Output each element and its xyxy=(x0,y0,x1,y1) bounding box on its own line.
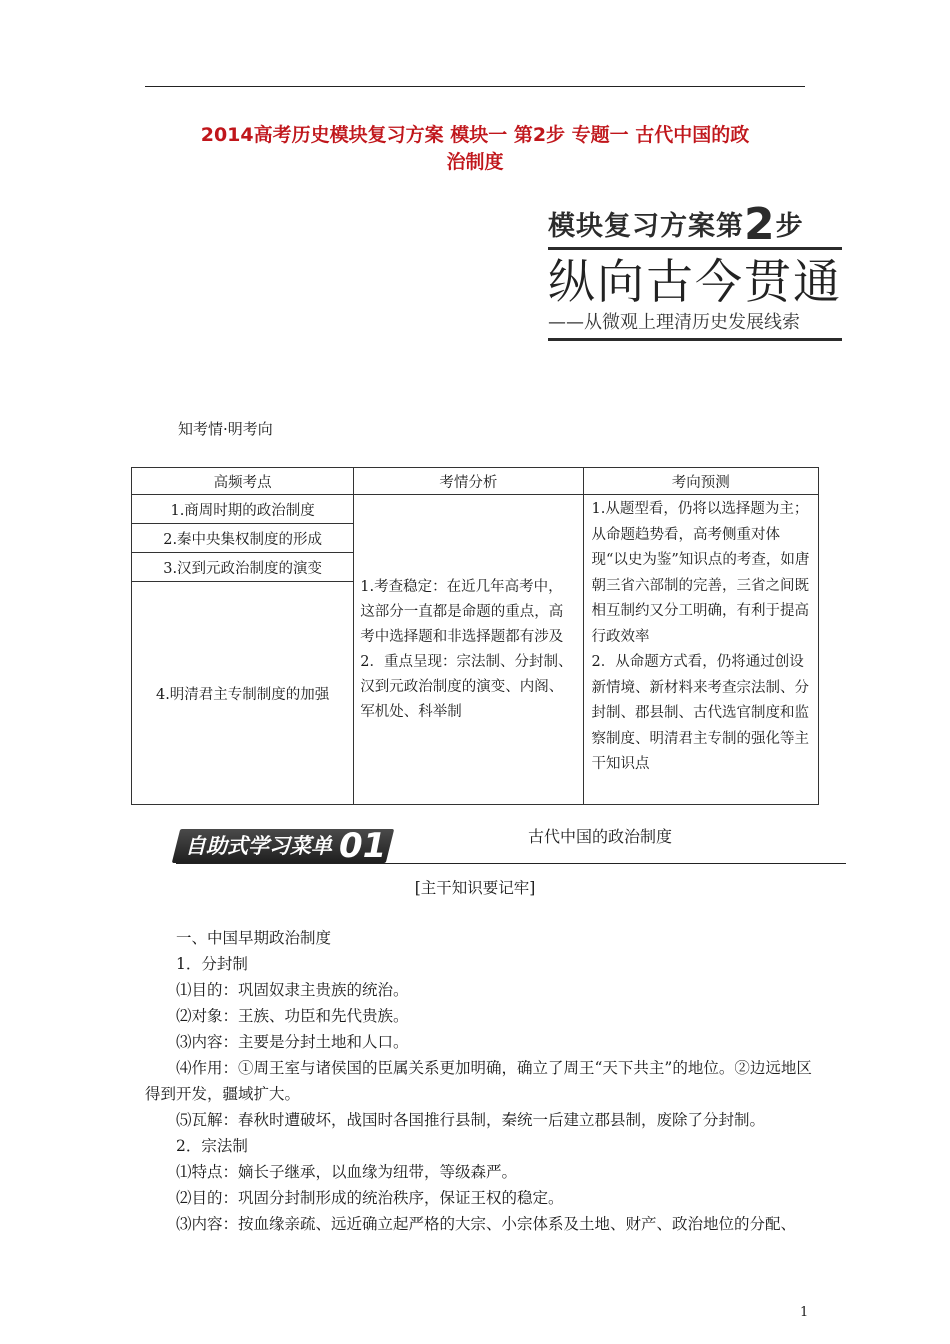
body-paragraph: ⑵对象：王族、功臣和先代贵族。 xyxy=(176,1007,409,1025)
page-number: 1 xyxy=(800,1305,809,1320)
module-banner xyxy=(548,199,848,341)
body-paragraph: 2．宗法制 xyxy=(176,1137,248,1155)
header-rule xyxy=(145,86,805,87)
body-paragraph: ⑴特点：嫡长子继承，以血缘为纽带，等级森严。 xyxy=(176,1163,518,1181)
body-paragraph: ⑵目的：巩固分封制形成的统治秩序，保证王权的稳定。 xyxy=(176,1189,564,1207)
section-label: 知考情·明考向 xyxy=(178,420,273,438)
body-paragraph: ⑸瓦解：春秋时遭破坏，战国时各国推行县制，秦统一后建立郡县制，废除了分封制。 xyxy=(176,1111,766,1129)
point-cell: 4.明清君主专制制度的加强 xyxy=(132,582,354,805)
body-text xyxy=(145,925,815,1237)
document-title xyxy=(140,122,810,176)
badge-heading: 古代中国的政治制度 xyxy=(528,827,673,846)
body-paragraph: ⑶内容：主要是分封土地和人口。 xyxy=(176,1033,409,1051)
banner-step-suffix: 步 xyxy=(775,211,804,242)
knowledge-subheading: [主干知识要记牢] xyxy=(414,879,536,897)
body-paragraph: 一、中国早期政治制度 xyxy=(176,929,332,947)
body-paragraph: ⑶内容：按血缘亲疏、远近确立起严格的大宗、小宗体系及土地、财产、政治地位的分配、 xyxy=(176,1215,797,1233)
table-row xyxy=(132,495,819,524)
body-paragraph: ⑷作用：①周王室与诸侯国的臣属关系更加明确，确立了周王“天下共主”的地位。②边远地区得到开发，疆域扩大。 xyxy=(145,1059,812,1103)
title-line-1: 2014高考历史模块复习方案 模块一 第2步 专题一 古代中国的政 xyxy=(200,124,750,146)
banner-step-text: 模块复习方案第 xyxy=(548,211,744,242)
badge-label: 自助式学习菜单 xyxy=(185,834,332,858)
header-analysis: 考情分析 xyxy=(354,468,583,495)
forecast-text: 1.从题型看，仍将以选择题为主；从命题趋势看，高考侧重对体现“以史为鉴”知识点的考查，如唐朝三省六部制的完善，三省之间既相互制约又分工明确，有利于提高行政效率 2．从命题方式看，仍将通过创设新情境、新材料来考查宗法制、分封制、郡县制、古代选官制度和监察制度、明清君主专制的强化等主干知识点 xyxy=(591,501,810,772)
analysis-cell xyxy=(354,495,583,805)
body-paragraph: ⑴目的：巩固奴隶主贵族的统治。 xyxy=(176,981,409,999)
point-cell: 2.秦中央集权制度的形成 xyxy=(132,524,354,553)
badge-number: 01 xyxy=(339,826,387,866)
banner-step-number: 2 xyxy=(744,199,776,250)
exam-analysis-table xyxy=(131,467,819,805)
banner-step-title xyxy=(548,199,848,250)
forecast-cell xyxy=(583,495,819,805)
table-header-row xyxy=(132,468,819,495)
header-forecast: 考向预测 xyxy=(583,468,819,495)
header-points: 高频考点 xyxy=(132,468,354,495)
analysis-text: 1.考查稳定：在近几年高考中，这部分一直都是命题的重点，高考中选择题和非选择题都有涉及 2．重点呈现：宗法制、分封制、汉到元政治制度的演变、内阁、军机处、科举制 xyxy=(360,578,573,720)
banner-rule xyxy=(548,247,842,250)
point-cell: 3.汉到元政治制度的演变 xyxy=(132,553,354,582)
point-cell: 1.商周时期的政治制度 xyxy=(132,495,354,524)
title-line-2: 治制度 xyxy=(446,151,504,173)
banner-subtitle: ——从微观上理清历史发展线索 xyxy=(548,310,842,341)
banner-main-title: 纵向古今贯通 xyxy=(548,255,842,310)
badge-rule xyxy=(176,863,846,864)
body-paragraph: 1．分封制 xyxy=(176,955,248,973)
